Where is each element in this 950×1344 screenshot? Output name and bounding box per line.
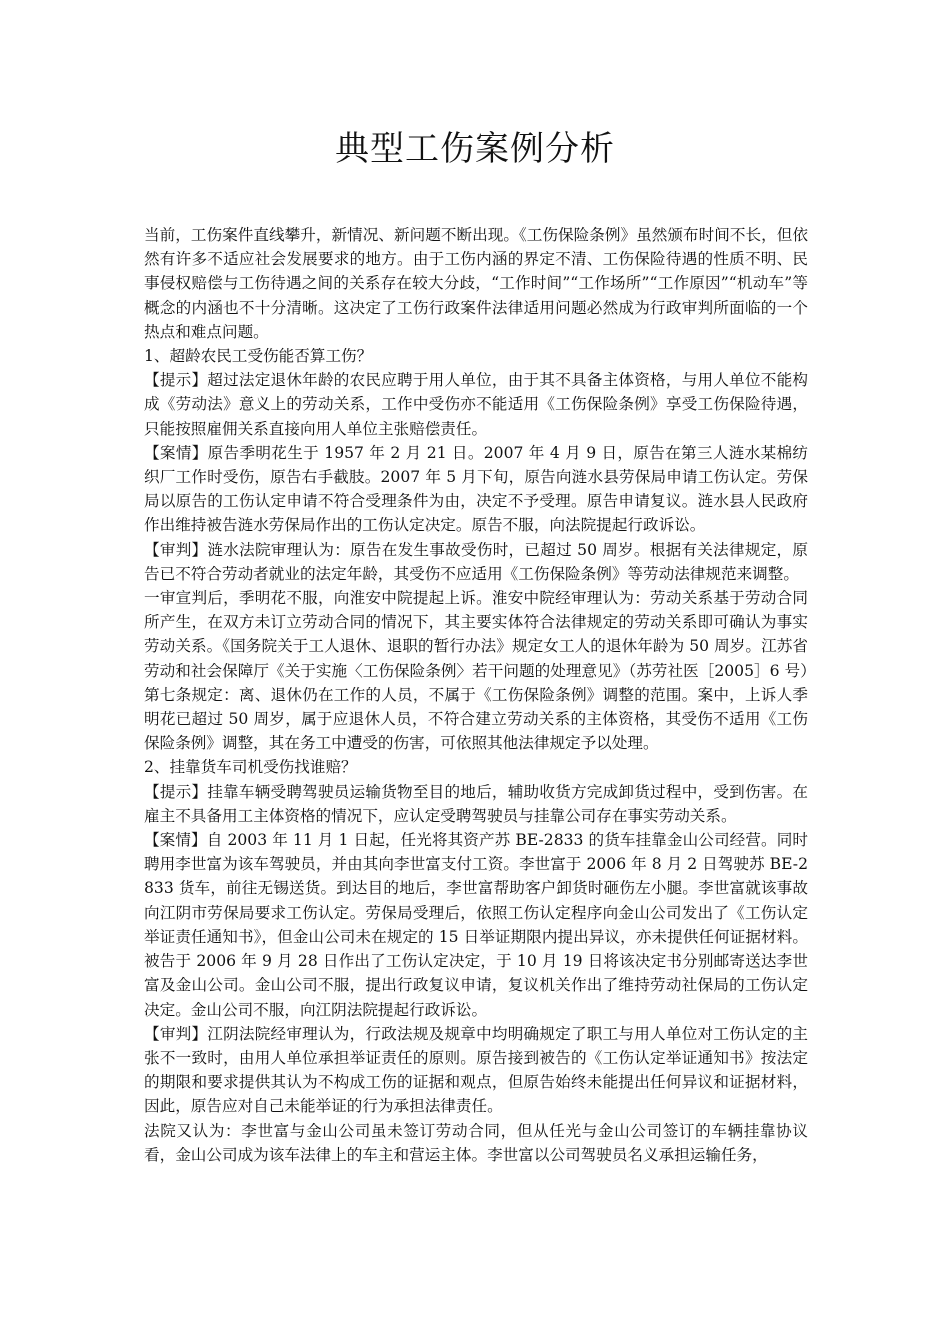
- case-1-heading: 1、超龄农民工受伤能否算工伤？: [144, 347, 373, 366]
- case-1-judgment: 【审判】涟水法院审理认为：原告在发生事故受伤时，已超过 50 周岁。根据有关法律规定，原告已不符合劳动者就业的法定年龄，其受伤不应适用《工伤保险条例》等劳动法律规范来调整。: [144, 540, 808, 583]
- case-2-heading: 2、挂靠货车司机受伤找谁赔？: [144, 758, 357, 777]
- intro-paragraph: 当前，工伤案件直线攀升，新情况、新问题不断出现。《工伤保险条例》虽然颁布时间不长，但依然有许多不适应社会发展要求的地方。由于工伤内涵的界定不清、工伤保险待遇的性质不明、民事侵权赔偿与工伤待遇之间的关系存在较大分歧，“工作时间”“工作场所”“工作原因”“机动车”等概念的内涵也不十分清晰。这决定了工伤行政案件法律适用问题必然成为行政审判所面临的一个热点和难点问题。: [144, 226, 808, 341]
- document-body: [144, 223, 808, 1167]
- case-2-court-opinion: 法院又认为：李世富与金山公司虽未签订劳动合同，但从任光与金山公司签订的车辆挂靠协议看，金山公司成为该车法律上的车主和营运主体。李世富以公司驾驶员名义承担运输任务，: [144, 1121, 808, 1164]
- case-2-tip: 【提示】挂靠车辆受聘驾驶员运输货物至目的地后，辅助收货方完成卸货过程中，受到伤害。在雇主不具备用工主体资格的情况下，应认定受聘驾驶员与挂靠公司存在事实劳动关系。: [144, 782, 808, 825]
- case-1-facts: 【案情】原告季明花生于 1957 年 2 月 21 日。2007 年 4 月 9 日，原告在第三人涟水某棉纺织厂工作时受伤，原告右手截肢。2007 年 5 月下旬，原告向涟水县劳保局申请工伤认定。劳保局以原告的工伤认定申请不符合受理条件为由，决定不予受理。原告申请复议。涟水县人民政府作出维持被告涟水劳保局作出的工伤认定决定。原告不服，向法院提起行政诉讼。: [144, 443, 808, 535]
- case-1-appeal: 一审宣判后，季明花不服，向淮安中院提起上诉。淮安中院经审理认为：劳动关系基于劳动合同所产生，在双方未订立劳动合同的情况下，其主要实体符合法律规定的劳动关系即可确认为事实劳动关系。《国务院关于工人退休、退职的暂行办法》规定女工人的退休年龄为 50 周岁。江苏省劳动和社会保障厅《关于实施〈工伤保险条例〉若干问题的处理意见》（苏劳社医［2005］6 号）第七条规定：离、退休仍在工作的人员，不属于《工伤保险条例》调整的范围。案中，上诉人季明花已超过 50 周岁，属于应退休人员，不符合建立劳动关系的主体资格，其受伤不适用《工伤保险条例》调整，其在务工中遭受的伤害，可依照其他法律规定予以处理。: [144, 589, 808, 753]
- case-2-facts: 【案情】自 2003 年 11 月 1 日起，任光将其资产苏 BE-2833 的货车挂靠金山公司经营。同时聘用李世富为该车驾驶员，并由其向李世富支付工资。李世富于 2006 年 8 月 2 日驾驶苏 BE-2833 货车，前往无锡送货。到达目的地后，李世富帮助客户卸货时砸伤左小腿。李世富就该事故向江阴市劳保局要求工伤认定。劳保局受理后，依照工伤认定程序向金山公司发出了《工伤认定举证责任通知书》，但金山公司未在规定的 15 日举证期限内提出异议，亦未提供任何证据材料。被告于 2006 年 9 月 28 日作出了工伤认定决定，于 10 月 19 日将该决定书分别邮寄送达李世富及金山公司。金山公司不服，提出行政复议申请，复议机关作出了维持劳动社保局的工伤认定决定。金山公司不服，向江阴法院提起行政诉讼。: [144, 831, 808, 1019]
- case-2-judgment: 【审判】江阴法院经审理认为，行政法规及规章中均明确规定了职工与用人单位对工伤认定的主张不一致时，由用人单位承担举证责任的原则。原告接到被告的《工伤认定举证通知书》按法定的期限和要求提供其认为不构成工伤的证据和观点，但原告始终未能提出任何异议和证据材料，因此，原告应对自己未能举证的行为承担法律责任。: [144, 1024, 808, 1116]
- document-title: 典型工伤案例分析: [335, 129, 615, 169]
- case-1-tip: 【提示】超过法定退休年龄的农民应聘于用人单位，由于其不具备主体资格，与用人单位不能构成《劳动法》意义上的劳动关系，工作中受伤亦不能适用《工伤保险条例》享受工伤保险待遇，只能按照雇佣关系直接向用人单位主张赔偿责任。: [144, 371, 808, 438]
